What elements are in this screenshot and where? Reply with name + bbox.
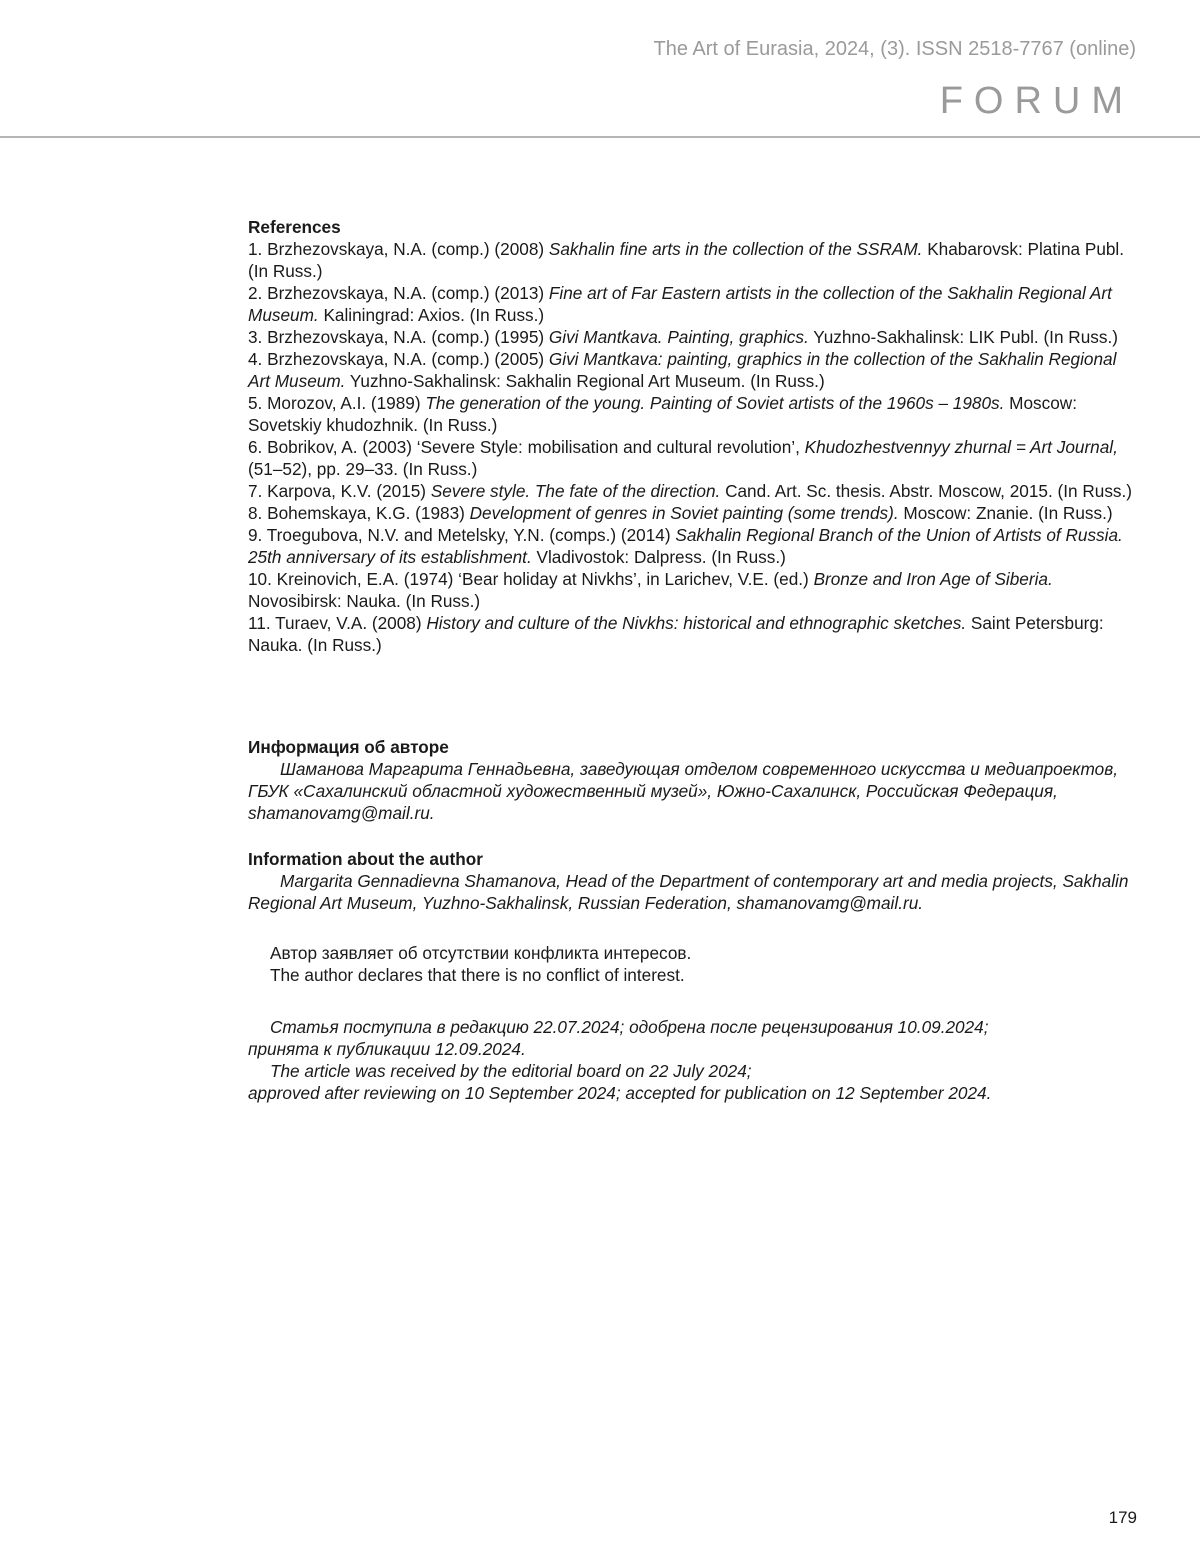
references-list bbox=[248, 238, 1140, 656]
reference-item: 3. Brzhezovskaya, N.A. (comp.) (1995) Givi Mantkava. Painting, graphics. Yuzhno-Sakhalinsk: LIK Publ. (In Russ.) bbox=[248, 327, 1118, 347]
author-info-ru-text: Шаманова Маргарита Геннадьевна, заведующая отделом современного искусства и медиапроектов, ГБУК «Сахалинский областной художественный музей», Южно-Сахалинск, Российская Федерация, shamanovamg@mail.ru. bbox=[248, 759, 1118, 823]
reference-item: 8. Bohemskaya, K.G. (1983) Development of genres in Soviet painting (some trends). Moscow: Znanie. (In Russ.) bbox=[248, 503, 1113, 523]
reference-item: 6. Bobrikov, A. (2003) ‘Severe Style: mobilisation and cultural revolution’, Khudozhestvennyy zhurnal = Art Journal, (51–52), pp. 29–33. (In Russ.) bbox=[248, 437, 1118, 479]
reference-item: 11. Turaev, V.A. (2008) History and culture of the Nivkhs: historical and ethnographic sketches. Saint Petersburg: Nauka. (In Russ.) bbox=[248, 613, 1104, 655]
journal-citation: The Art of Eurasia, 2024, (3). ISSN 2518-7767 (online) bbox=[653, 38, 1136, 60]
conflict-ru: Автор заявляет об отсутствии конфликта интересов. bbox=[270, 943, 692, 963]
history-en-line2: approved after reviewing on 10 September 2024; accepted for publication on 12 September 2024. bbox=[248, 1083, 992, 1103]
history-en-line1: The article was received by the editorial board on 22 July 2024; bbox=[270, 1061, 752, 1081]
page-number: 179 bbox=[1108, 1508, 1137, 1527]
history-ru-line1: Статья поступила в редакцию 22.07.2024; одобрена после рецензирования 10.09.2024; bbox=[270, 1017, 989, 1037]
section-title: FORUM bbox=[939, 80, 1134, 122]
author-info-en-text: Margarita Gennadievna Shamanova, Head of the Department of contemporary art and media projects, Sakhalin Regional Art Museum, Yuzhno-Sakhalinsk, Russian Federation, shamanovamg@mail.ru. bbox=[248, 871, 1129, 913]
references-heading: References bbox=[248, 217, 341, 237]
reference-item: 7. Karpova, K.V. (2015) Severe style. The fate of the direction. Cand. Art. Sc. thesis. Abstr. Moscow, 2015. (In Russ.) bbox=[248, 481, 1133, 501]
reference-item: 2. Brzhezovskaya, N.A. (comp.) (2013) Fine art of Far Eastern artists in the collection of the Sakhalin Regional Art Museum. Kaliningrad: Axios. (In Russ.) bbox=[248, 283, 1112, 325]
conflict-of-interest bbox=[248, 942, 1140, 986]
author-info-en bbox=[248, 848, 1140, 914]
reference-item: 4. Brzhezovskaya, N.A. (comp.) (2005) Givi Mantkava: painting, graphics in the collection of the Sakhalin Regional Art Museum. Yuzhno-Sakhalinsk: Sakhalin Regional Art Museum. (In Russ.) bbox=[248, 349, 1117, 391]
reference-item: 9. Troegubova, N.V. and Metelsky, Y.N. (comps.) (2014) Sakhalin Regional Branch of the Union of Artists of Russia. 25th anniversary of its establishment. Vladivostok: Dalpress. (In Russ.) bbox=[248, 525, 1123, 567]
article-history bbox=[248, 1016, 1140, 1104]
history-ru-line2: принята к публикации 12.09.2024. bbox=[248, 1039, 526, 1059]
author-info-ru-heading: Информация об авторе bbox=[248, 737, 449, 757]
reference-item: 1. Brzhezovskaya, N.A. (comp.) (2008) Sakhalin fine arts in the collection of the SSRAM. Khabarovsk: Platina Publ. (In Russ.) bbox=[248, 239, 1125, 281]
author-info-ru bbox=[248, 736, 1140, 824]
reference-item: 10. Kreinovich, E.A. (1974) ‘Bear holiday at Nivkhs’, in Larichev, V.E. (ed.) Bronze and Iron Age of Siberia. Novosibirsk: Nauka. (In Russ.) bbox=[248, 569, 1053, 611]
reference-item: 5. Morozov, A.I. (1989) The generation of the young. Painting of Soviet artists of the 1960s – 1980s. Moscow: Sovetskiy khudozhnik. (In Russ.) bbox=[248, 393, 1077, 435]
conflict-en: The author declares that there is no conflict of interest. bbox=[270, 965, 685, 985]
header-divider bbox=[0, 136, 1200, 138]
article-body bbox=[248, 216, 1140, 1104]
author-info-en-heading: Information about the author bbox=[248, 849, 483, 869]
